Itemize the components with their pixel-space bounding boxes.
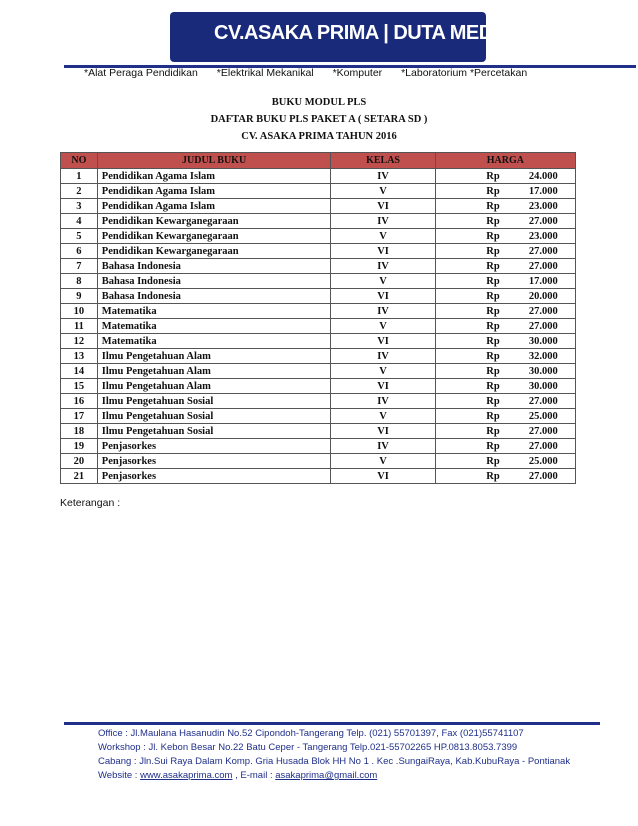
currency-label: Rp bbox=[486, 380, 500, 392]
brand-name: CV.ASAKA PRIMA | DUTA MEDIA GROUP bbox=[214, 22, 587, 44]
cell-harga bbox=[435, 394, 575, 409]
currency-label: Rp bbox=[486, 275, 500, 287]
cell-harga bbox=[435, 289, 575, 304]
footer-workshop: Workshop : Jl. Kebon Besar No.22 Batu Ceper - Tangerang Telp.021-55702265 HP.0813.8053.7399 bbox=[98, 742, 518, 753]
currency-label: Rp bbox=[486, 365, 500, 377]
cell-judul: Matematika bbox=[97, 304, 331, 319]
table-row bbox=[61, 364, 576, 379]
currency-label: Rp bbox=[486, 290, 500, 302]
price-value: 23.000 bbox=[528, 230, 558, 242]
header-kelas: KELAS bbox=[331, 153, 435, 169]
table-row bbox=[61, 319, 576, 334]
cell-harga bbox=[435, 334, 575, 349]
cell-kelas: V bbox=[331, 184, 435, 199]
cell-no: 7 bbox=[61, 259, 98, 274]
table-row bbox=[61, 304, 576, 319]
table-row bbox=[61, 169, 576, 184]
cell-no: 6 bbox=[61, 244, 98, 259]
document-title bbox=[0, 94, 638, 145]
cell-no: 1 bbox=[61, 169, 98, 184]
currency-label: Rp bbox=[486, 200, 500, 212]
currency-label: Rp bbox=[486, 185, 500, 197]
cell-harga bbox=[435, 424, 575, 439]
cell-no: 16 bbox=[61, 394, 98, 409]
service-item: *Laboratorium *Percetakan bbox=[401, 67, 528, 79]
price-value: 30.000 bbox=[528, 365, 558, 377]
cell-judul: Penjasorkes bbox=[97, 439, 331, 454]
cell-no: 11 bbox=[61, 319, 98, 334]
cell-judul: Bahasa Indonesia bbox=[97, 274, 331, 289]
currency-label: Rp bbox=[486, 245, 500, 257]
cell-no: 9 bbox=[61, 289, 98, 304]
cell-kelas: VI bbox=[331, 244, 435, 259]
cell-judul: Pendidikan Kewarganegaraan bbox=[97, 244, 331, 259]
currency-label: Rp bbox=[486, 215, 500, 227]
cell-no: 3 bbox=[61, 199, 98, 214]
table-row bbox=[61, 289, 576, 304]
price-value: 27.000 bbox=[528, 470, 558, 482]
footer-office: Office : Jl.Maulana Hasanudin No.52 Cipondoh-Tangerang Telp. (021) 55701397, Fax (021)55741107 bbox=[98, 728, 524, 739]
cell-harga bbox=[435, 454, 575, 469]
price-value: 27.000 bbox=[528, 260, 558, 272]
brand-banner bbox=[170, 12, 587, 62]
cell-kelas: IV bbox=[331, 259, 435, 274]
cell-judul: Ilmu Pengetahuan Alam bbox=[97, 349, 331, 364]
table-row bbox=[61, 439, 576, 454]
cell-kelas: IV bbox=[331, 214, 435, 229]
table-row bbox=[61, 259, 576, 274]
price-value: 27.000 bbox=[528, 245, 558, 257]
currency-label: Rp bbox=[486, 305, 500, 317]
cell-kelas: V bbox=[331, 229, 435, 244]
cell-judul: Matematika bbox=[97, 334, 331, 349]
cell-judul: Ilmu Pengetahuan Alam bbox=[97, 364, 331, 379]
currency-label: Rp bbox=[486, 230, 500, 242]
cell-judul: Ilmu Pengetahuan Alam bbox=[97, 379, 331, 394]
cell-kelas: IV bbox=[331, 439, 435, 454]
footer-cabang: Cabang : Jln.Sui Raya Dalam Komp. Gria Husada Blok HH No 1 . Kec .SungaiRaya, Kab.KubuRaya - Pontianak bbox=[98, 756, 571, 767]
cell-judul: Pendidikan Kewarganegaraan bbox=[97, 229, 331, 244]
cell-judul: Matematika bbox=[97, 319, 331, 334]
keterangan-label: Keterangan : bbox=[60, 497, 121, 509]
table-body bbox=[61, 169, 576, 484]
service-item: *Elektrikal Mekanikal bbox=[216, 67, 314, 79]
email-link[interactable]: asakaprima@gmail.com bbox=[275, 770, 378, 781]
cell-harga bbox=[435, 349, 575, 364]
services-line bbox=[84, 67, 543, 79]
cell-kelas: IV bbox=[331, 169, 435, 184]
cell-judul: Pendidikan Kewarganegaraan bbox=[97, 214, 331, 229]
cell-kelas: VI bbox=[331, 199, 435, 214]
cell-harga bbox=[435, 229, 575, 244]
book-price-table bbox=[60, 152, 576, 484]
cell-kelas: V bbox=[331, 364, 435, 379]
cell-judul: Ilmu Pengetahuan Sosial bbox=[97, 409, 331, 424]
price-value: 27.000 bbox=[528, 305, 558, 317]
cell-no: 2 bbox=[61, 184, 98, 199]
cell-kelas: V bbox=[331, 454, 435, 469]
cell-judul: Ilmu Pengetahuan Sosial bbox=[97, 424, 331, 439]
cell-no: 21 bbox=[61, 469, 98, 484]
table-row bbox=[61, 454, 576, 469]
table-row bbox=[61, 214, 576, 229]
service-item: *Komputer bbox=[332, 67, 383, 79]
cell-harga bbox=[435, 319, 575, 334]
price-value: 20.000 bbox=[528, 290, 558, 302]
cell-kelas: VI bbox=[331, 424, 435, 439]
table-row bbox=[61, 274, 576, 289]
cell-no: 19 bbox=[61, 439, 98, 454]
table-row bbox=[61, 244, 576, 259]
table-row bbox=[61, 469, 576, 484]
email-label: , E-mail : bbox=[235, 770, 273, 781]
table-row bbox=[61, 229, 576, 244]
price-value: 25.000 bbox=[528, 410, 558, 422]
currency-label: Rp bbox=[486, 320, 500, 332]
title-line-1: BUKU MODUL PLS bbox=[271, 97, 367, 108]
currency-label: Rp bbox=[486, 455, 500, 467]
cell-harga bbox=[435, 259, 575, 274]
cell-no: 15 bbox=[61, 379, 98, 394]
cell-kelas: VI bbox=[331, 469, 435, 484]
cell-harga bbox=[435, 274, 575, 289]
cell-kelas: V bbox=[331, 274, 435, 289]
price-value: 17.000 bbox=[528, 185, 558, 197]
header-no: NO bbox=[61, 153, 98, 169]
price-value: 27.000 bbox=[528, 440, 558, 452]
cell-harga bbox=[435, 214, 575, 229]
price-value: 32.000 bbox=[528, 350, 558, 362]
price-value: 25.000 bbox=[528, 455, 558, 467]
cell-no: 5 bbox=[61, 229, 98, 244]
cell-harga bbox=[435, 439, 575, 454]
currency-label: Rp bbox=[486, 410, 500, 422]
price-value: 27.000 bbox=[528, 395, 558, 407]
price-value: 27.000 bbox=[528, 215, 558, 227]
title-line-2: DAFTAR BUKU PLS PAKET A ( SETARA SD ) bbox=[210, 114, 428, 125]
table-row bbox=[61, 184, 576, 199]
cell-no: 13 bbox=[61, 349, 98, 364]
cell-harga bbox=[435, 364, 575, 379]
cell-judul: Bahasa Indonesia bbox=[97, 289, 331, 304]
price-value: 24.000 bbox=[528, 170, 558, 182]
cell-judul: Bahasa Indonesia bbox=[97, 259, 331, 274]
website-label: Website : bbox=[98, 770, 138, 781]
cell-no: 8 bbox=[61, 274, 98, 289]
currency-label: Rp bbox=[486, 335, 500, 347]
currency-label: Rp bbox=[486, 395, 500, 407]
table-row bbox=[61, 424, 576, 439]
cell-judul: Penjasorkes bbox=[97, 454, 331, 469]
title-line-3: CV. ASAKA PRIMA TAHUN 2016 bbox=[241, 131, 397, 142]
table-row bbox=[61, 394, 576, 409]
header-harga: HARGA bbox=[435, 153, 575, 169]
cell-harga bbox=[435, 469, 575, 484]
table-row bbox=[61, 379, 576, 394]
website-link[interactable]: www.asakaprima.com bbox=[140, 770, 233, 781]
price-value: 30.000 bbox=[528, 380, 558, 392]
currency-label: Rp bbox=[486, 470, 500, 482]
cell-kelas: VI bbox=[331, 379, 435, 394]
cell-no: 18 bbox=[61, 424, 98, 439]
cell-judul: Penjasorkes bbox=[97, 469, 331, 484]
currency-label: Rp bbox=[486, 425, 500, 437]
price-value: 23.000 bbox=[528, 200, 558, 212]
currency-label: Rp bbox=[486, 170, 500, 182]
cell-no: 20 bbox=[61, 454, 98, 469]
cell-no: 10 bbox=[61, 304, 98, 319]
price-value: 27.000 bbox=[528, 320, 558, 332]
price-value: 30.000 bbox=[528, 335, 558, 347]
cell-harga bbox=[435, 184, 575, 199]
currency-label: Rp bbox=[486, 440, 500, 452]
footer-web-line bbox=[98, 769, 570, 783]
cell-harga bbox=[435, 304, 575, 319]
cell-kelas: V bbox=[331, 409, 435, 424]
cell-harga bbox=[435, 169, 575, 184]
table-row bbox=[61, 334, 576, 349]
cell-harga bbox=[435, 199, 575, 214]
cell-no: 12 bbox=[61, 334, 98, 349]
table-row bbox=[61, 349, 576, 364]
cell-kelas: IV bbox=[331, 349, 435, 364]
cell-harga bbox=[435, 409, 575, 424]
price-value: 27.000 bbox=[528, 425, 558, 437]
currency-label: Rp bbox=[486, 260, 500, 272]
cell-judul: Pendidikan Agama Islam bbox=[97, 184, 331, 199]
service-item: *Alat Peraga Pendidikan bbox=[84, 67, 198, 79]
cell-no: 14 bbox=[61, 364, 98, 379]
cell-kelas: VI bbox=[331, 334, 435, 349]
cell-kelas: V bbox=[331, 319, 435, 334]
cell-no: 4 bbox=[61, 214, 98, 229]
cell-harga bbox=[435, 244, 575, 259]
cell-judul: Pendidikan Agama Islam bbox=[97, 199, 331, 214]
footer-divider bbox=[64, 722, 600, 725]
cell-no: 17 bbox=[61, 409, 98, 424]
header-judul: JUDUL BUKU bbox=[97, 153, 331, 169]
cell-harga bbox=[435, 379, 575, 394]
table-header-row bbox=[61, 153, 576, 169]
table-row bbox=[61, 409, 576, 424]
table-row bbox=[61, 199, 576, 214]
cell-kelas: IV bbox=[331, 394, 435, 409]
cell-kelas: IV bbox=[331, 304, 435, 319]
cell-judul: Pendidikan Agama Islam bbox=[97, 169, 331, 184]
currency-label: Rp bbox=[486, 350, 500, 362]
cell-judul: Ilmu Pengetahuan Sosial bbox=[97, 394, 331, 409]
footer-contact bbox=[98, 727, 570, 783]
price-value: 17.000 bbox=[528, 275, 558, 287]
cell-kelas: VI bbox=[331, 289, 435, 304]
